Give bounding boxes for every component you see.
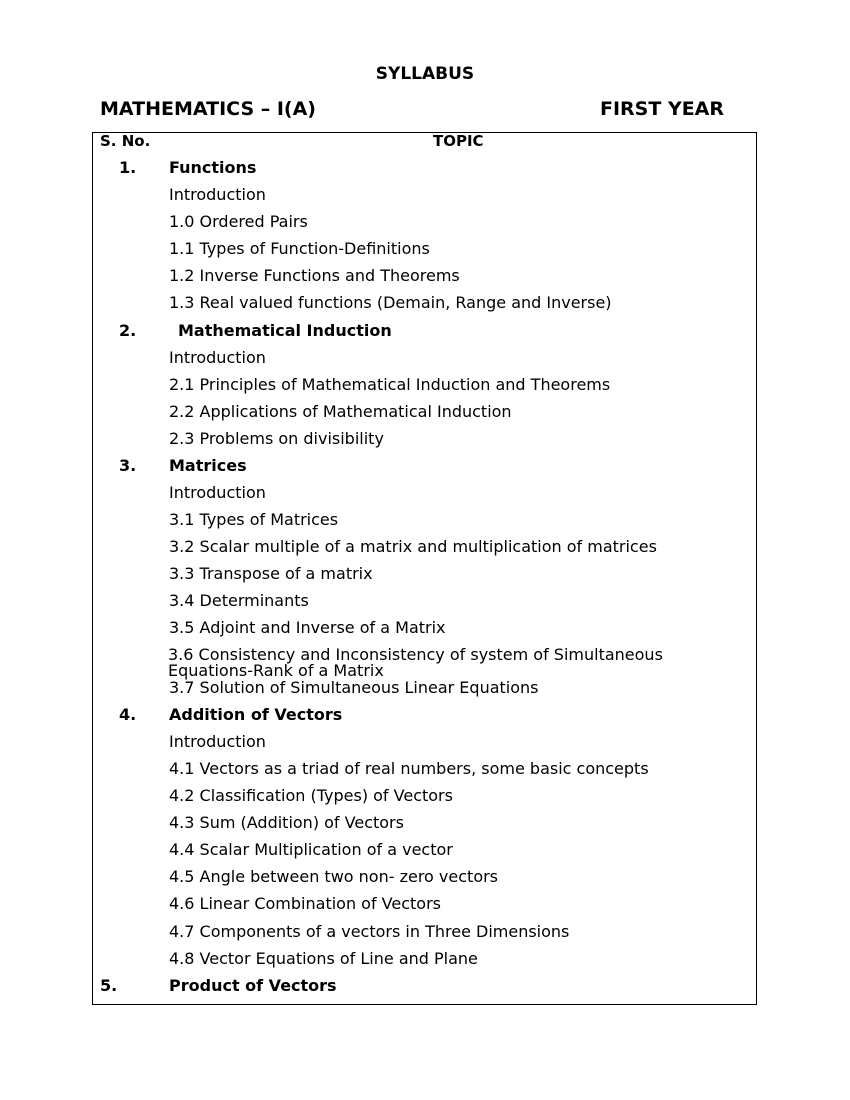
topic-item: 3.3 Transpose of a matrix <box>169 564 373 583</box>
unit-number: 3. <box>119 456 137 475</box>
topic-item: Introduction <box>169 348 266 367</box>
unit-title: Functions <box>169 158 257 177</box>
topic-item: 4.6 Linear Combination of Vectors <box>169 894 441 913</box>
topic-item: 4.2 Classification (Types) of Vectors <box>169 786 453 805</box>
unit-number: 2. <box>119 321 137 340</box>
year-heading: FIRST YEAR <box>600 98 725 120</box>
topic-item: 3.6 Consistency and Inconsistency of system of Simultaneous Equations-Rank of a Matrix <box>168 645 663 680</box>
column-header-sno: S. No. <box>100 132 151 150</box>
topic-item: 2.1 Principles of Mathematical Induction and Theorems <box>169 375 611 394</box>
unit-title: Mathematical Induction <box>178 321 392 340</box>
topic-item: Introduction <box>169 483 266 502</box>
topic-item: 2.2 Applications of Mathematical Induction <box>169 402 512 421</box>
topic-item: 4.3 Sum (Addition) of Vectors <box>169 813 404 832</box>
unit-number: 5. <box>100 976 118 995</box>
topic-item: 3.7 Solution of Simultaneous Linear Equations <box>169 678 539 697</box>
topic-item: 4.5 Angle between two non- zero vectors <box>169 867 499 886</box>
unit-title: Addition of Vectors <box>169 705 343 724</box>
subject-heading: MATHEMATICS – I(A) <box>100 98 316 120</box>
topic-item: 4.1 Vectors as a triad of real numbers, some basic concepts <box>169 759 649 778</box>
unit-number: 1. <box>119 158 137 177</box>
topic-item: 4.7 Components of a vectors in Three Dimensions <box>169 922 570 941</box>
topic-item: Introduction <box>169 732 266 751</box>
document-title: SYLLABUS <box>375 64 475 84</box>
topic-item: 3.4 Determinants <box>169 591 309 610</box>
unit-title: Matrices <box>169 456 247 475</box>
topic-item: 1.0 Ordered Pairs <box>169 212 308 231</box>
topic-item: 1.3 Real valued functions (Demain, Range and Inverse) <box>169 293 612 312</box>
column-header-topic: TOPIC <box>433 132 484 150</box>
topic-item: Introduction <box>169 185 266 204</box>
topic-item: 3.1 Types of Matrices <box>169 510 339 529</box>
topic-item: 1.2 Inverse Functions and Theorems <box>169 266 460 285</box>
topic-item: 3.5 Adjoint and Inverse of a Matrix <box>169 618 446 637</box>
unit-title: Product of Vectors <box>169 976 337 995</box>
topic-item: 1.1 Types of Function-Definitions <box>169 239 430 258</box>
topic-item: 2.3 Problems on divisibility <box>169 429 384 448</box>
topic-item: 4.4 Scalar Multiplication of a vector <box>169 840 453 859</box>
unit-number: 4. <box>119 705 137 724</box>
topic-item: 4.8 Vector Equations of Line and Plane <box>169 949 478 968</box>
topic-item: 3.2 Scalar multiple of a matrix and multiplication of matrices <box>169 537 657 556</box>
